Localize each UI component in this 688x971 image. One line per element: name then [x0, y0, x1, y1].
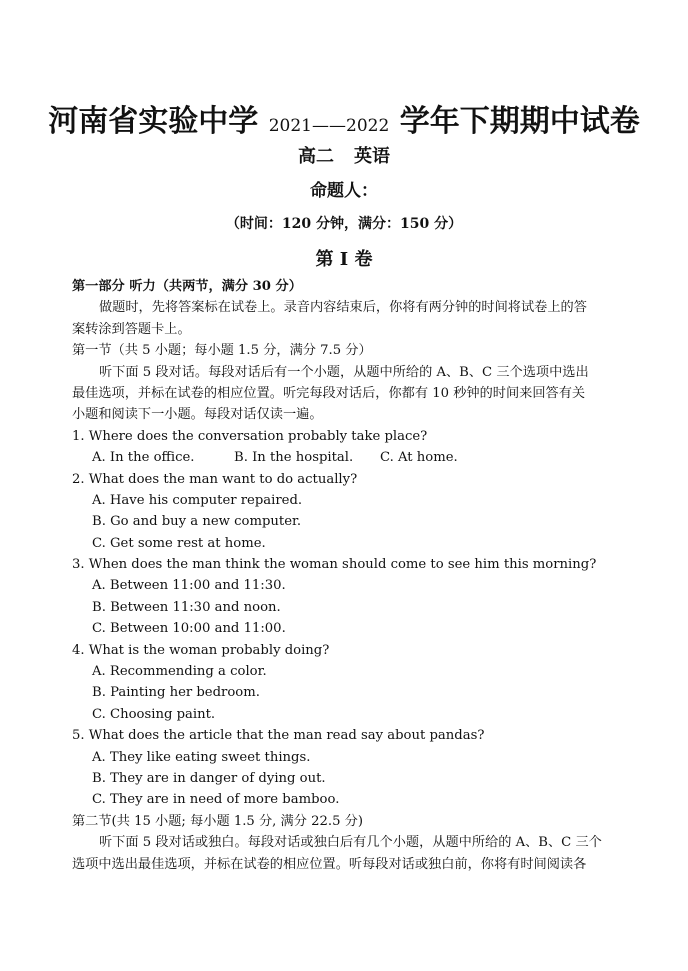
- option-b: B. They are in danger of dying out.: [92, 770, 326, 786]
- grade-subject: [0, 142, 688, 168]
- option-a: A. Between 11:00 and 11:30.: [92, 578, 286, 594]
- option-c: C. At home.: [380, 450, 458, 466]
- section1-instruction-line: 听下面 5 段对话。每段对话后有一个小题，从题中所给的 A、B、C 三个选项中选出: [99, 364, 589, 380]
- exam-title: [0, 96, 688, 140]
- section2-instruction-line: 听下面 5 段对话或独白。每段对话或独白后有几个小题，从题中所给的 A、B、C 三个: [99, 835, 602, 851]
- option-b: B. In the hospital.: [234, 450, 354, 466]
- question-5: 5. What does the article that the man read say about pandas?: [72, 728, 485, 744]
- section1-heading: 第一节（共 5 小题；每小题 1.5 分，满分 7.5 分）: [72, 343, 372, 359]
- volume-label: 第 I 卷: [315, 249, 373, 270]
- title-school: 河南省实验中学: [48, 104, 269, 139]
- section2-heading: 第二节(共 15 小题; 每小题 1.5 分, 满分 22.5 分): [72, 813, 364, 829]
- option-c: C. Get some rest at home.: [92, 535, 266, 551]
- section2-instruction-line: 选项中选出最佳选项，并标在试卷的相应位置。听每段对话或独白前，你将有时间阅读各: [72, 856, 587, 872]
- part1-instruction-line: 做题时，先将答案标在试卷上。录音内容结束后，你将有两分钟的时间将试卷上的答: [99, 300, 587, 316]
- option-c: C. Between 10:00 and 11:00.: [92, 621, 286, 637]
- grade-label: 高二: [298, 146, 334, 167]
- option-c: C. They are in need of more bamboo.: [92, 792, 340, 808]
- author-label: 命题人：: [310, 181, 378, 201]
- option-a: A. Recommending a color.: [92, 664, 267, 680]
- option-a: A. They like eating sweet things.: [92, 749, 311, 765]
- option-a: A. In the office.: [92, 450, 195, 466]
- question-2: 2. What does the man want to do actually?: [72, 471, 358, 487]
- question-1-options: [72, 447, 618, 468]
- section1-instruction-line: 小题和阅读下一小题。每段对话仅读一遍。: [72, 407, 323, 423]
- question-1: 1. Where does the conversation probably take place?: [72, 428, 428, 444]
- option-b: B. Between 11:30 and noon.: [92, 599, 281, 615]
- part1-heading: 第一部分 听力（共两节，满分 30 分）: [72, 279, 302, 294]
- section1-instruction-line: 最佳选项，并标在试卷的相应位置。听完每段对话后，你都有 10 秒钟的时间来回答有关: [72, 385, 586, 401]
- title-term: 学年下期期中试卷: [389, 104, 640, 139]
- exam-body: [72, 276, 618, 875]
- part1-instruction-line: 案转涂到答题卡上。: [72, 321, 191, 337]
- option-b: B. Painting her bedroom.: [92, 685, 260, 701]
- title-year: 2021——2022: [268, 116, 390, 136]
- subject-label: 英语: [354, 146, 390, 167]
- question-3: 3. When does the man think the woman should come to see him this morning?: [72, 557, 597, 573]
- option-a: A. Have his computer repaired.: [92, 492, 303, 508]
- question-4: 4. What is the woman probably doing?: [72, 642, 330, 658]
- option-c: C. Choosing paint.: [92, 706, 216, 722]
- option-b: B. Go and buy a new computer.: [92, 514, 302, 530]
- time-info: （时间：120 分钟，满分：150 分）: [225, 216, 463, 232]
